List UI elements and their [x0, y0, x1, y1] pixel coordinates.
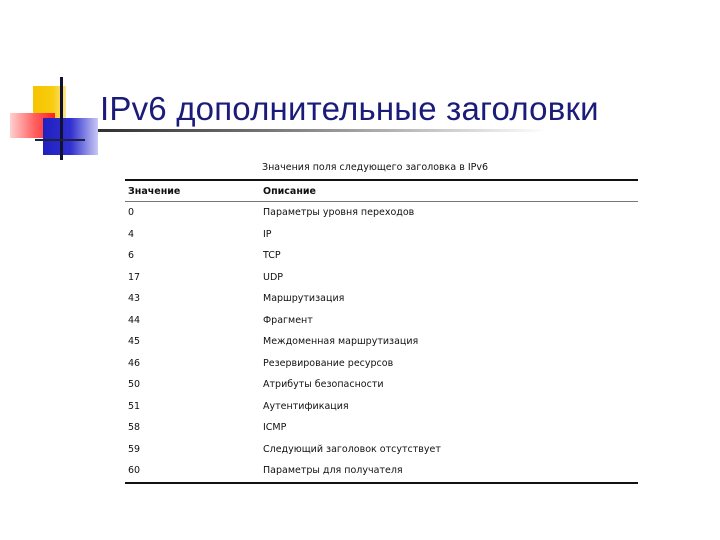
- cell-value: 0: [128, 207, 135, 219]
- cell-description: UDP: [263, 271, 283, 283]
- table-row: [125, 460, 638, 482]
- cell-description: ICMP: [263, 422, 287, 434]
- cell-description: Параметры для получателя: [263, 465, 403, 477]
- cell-description: Следующий заголовок отсутствует: [263, 443, 441, 455]
- cell-value: 60: [128, 465, 141, 477]
- table-row: [125, 417, 638, 439]
- table-row: [125, 202, 638, 224]
- slide-title: IPv6 дополнительные заголовки: [100, 90, 599, 127]
- cell-description: TCP: [263, 250, 281, 262]
- title-underline: [98, 129, 548, 132]
- header-description: Описание: [263, 185, 317, 197]
- cell-value: 46: [128, 357, 141, 369]
- table-row: [125, 310, 638, 332]
- cell-description: Аутентификация: [263, 400, 349, 412]
- table-row: [125, 331, 638, 353]
- cell-value: 17: [128, 271, 141, 283]
- cell-description: Междоменная маршрутизация: [263, 336, 419, 348]
- cell-description: Фрагмент: [263, 314, 313, 326]
- cell-value: 4: [128, 228, 135, 240]
- slide-logo-decoration: [0, 0, 110, 170]
- table-row: [125, 374, 638, 396]
- cell-value: 50: [128, 379, 141, 391]
- cell-value: 51: [128, 400, 141, 412]
- table-row: [125, 288, 638, 310]
- cell-value: 43: [128, 293, 141, 305]
- cell-value: 59: [128, 443, 141, 455]
- table-row: [125, 224, 638, 246]
- cell-description: IP: [263, 228, 272, 240]
- cell-value: 6: [128, 250, 135, 262]
- cell-description: Маршрутизация: [263, 293, 345, 305]
- table-body: [125, 202, 638, 482]
- table-header-row: [125, 181, 638, 201]
- cell-value: 58: [128, 422, 141, 434]
- table-caption: Значения поля следующего заголовка в IPv6: [262, 162, 489, 173]
- header-value: Значение: [128, 185, 181, 197]
- table-row: [125, 245, 638, 267]
- table-row: [125, 267, 638, 289]
- cell-description: Резервирование ресурсов: [263, 357, 394, 369]
- vertical-line-shape: [60, 77, 63, 160]
- table-row: [125, 396, 638, 418]
- next-header-table: [125, 179, 638, 484]
- cell-value: 45: [128, 336, 141, 348]
- table-row: [125, 439, 638, 461]
- cell-description: Параметры уровня переходов: [263, 207, 415, 219]
- table-row: [125, 353, 638, 375]
- cell-description: Атрибуты безопасности: [263, 379, 384, 391]
- blue-square-shape: [43, 118, 98, 155]
- cell-value: 44: [128, 314, 141, 326]
- table-bottom-rule: [125, 482, 638, 484]
- horizontal-line-shape: [35, 139, 85, 141]
